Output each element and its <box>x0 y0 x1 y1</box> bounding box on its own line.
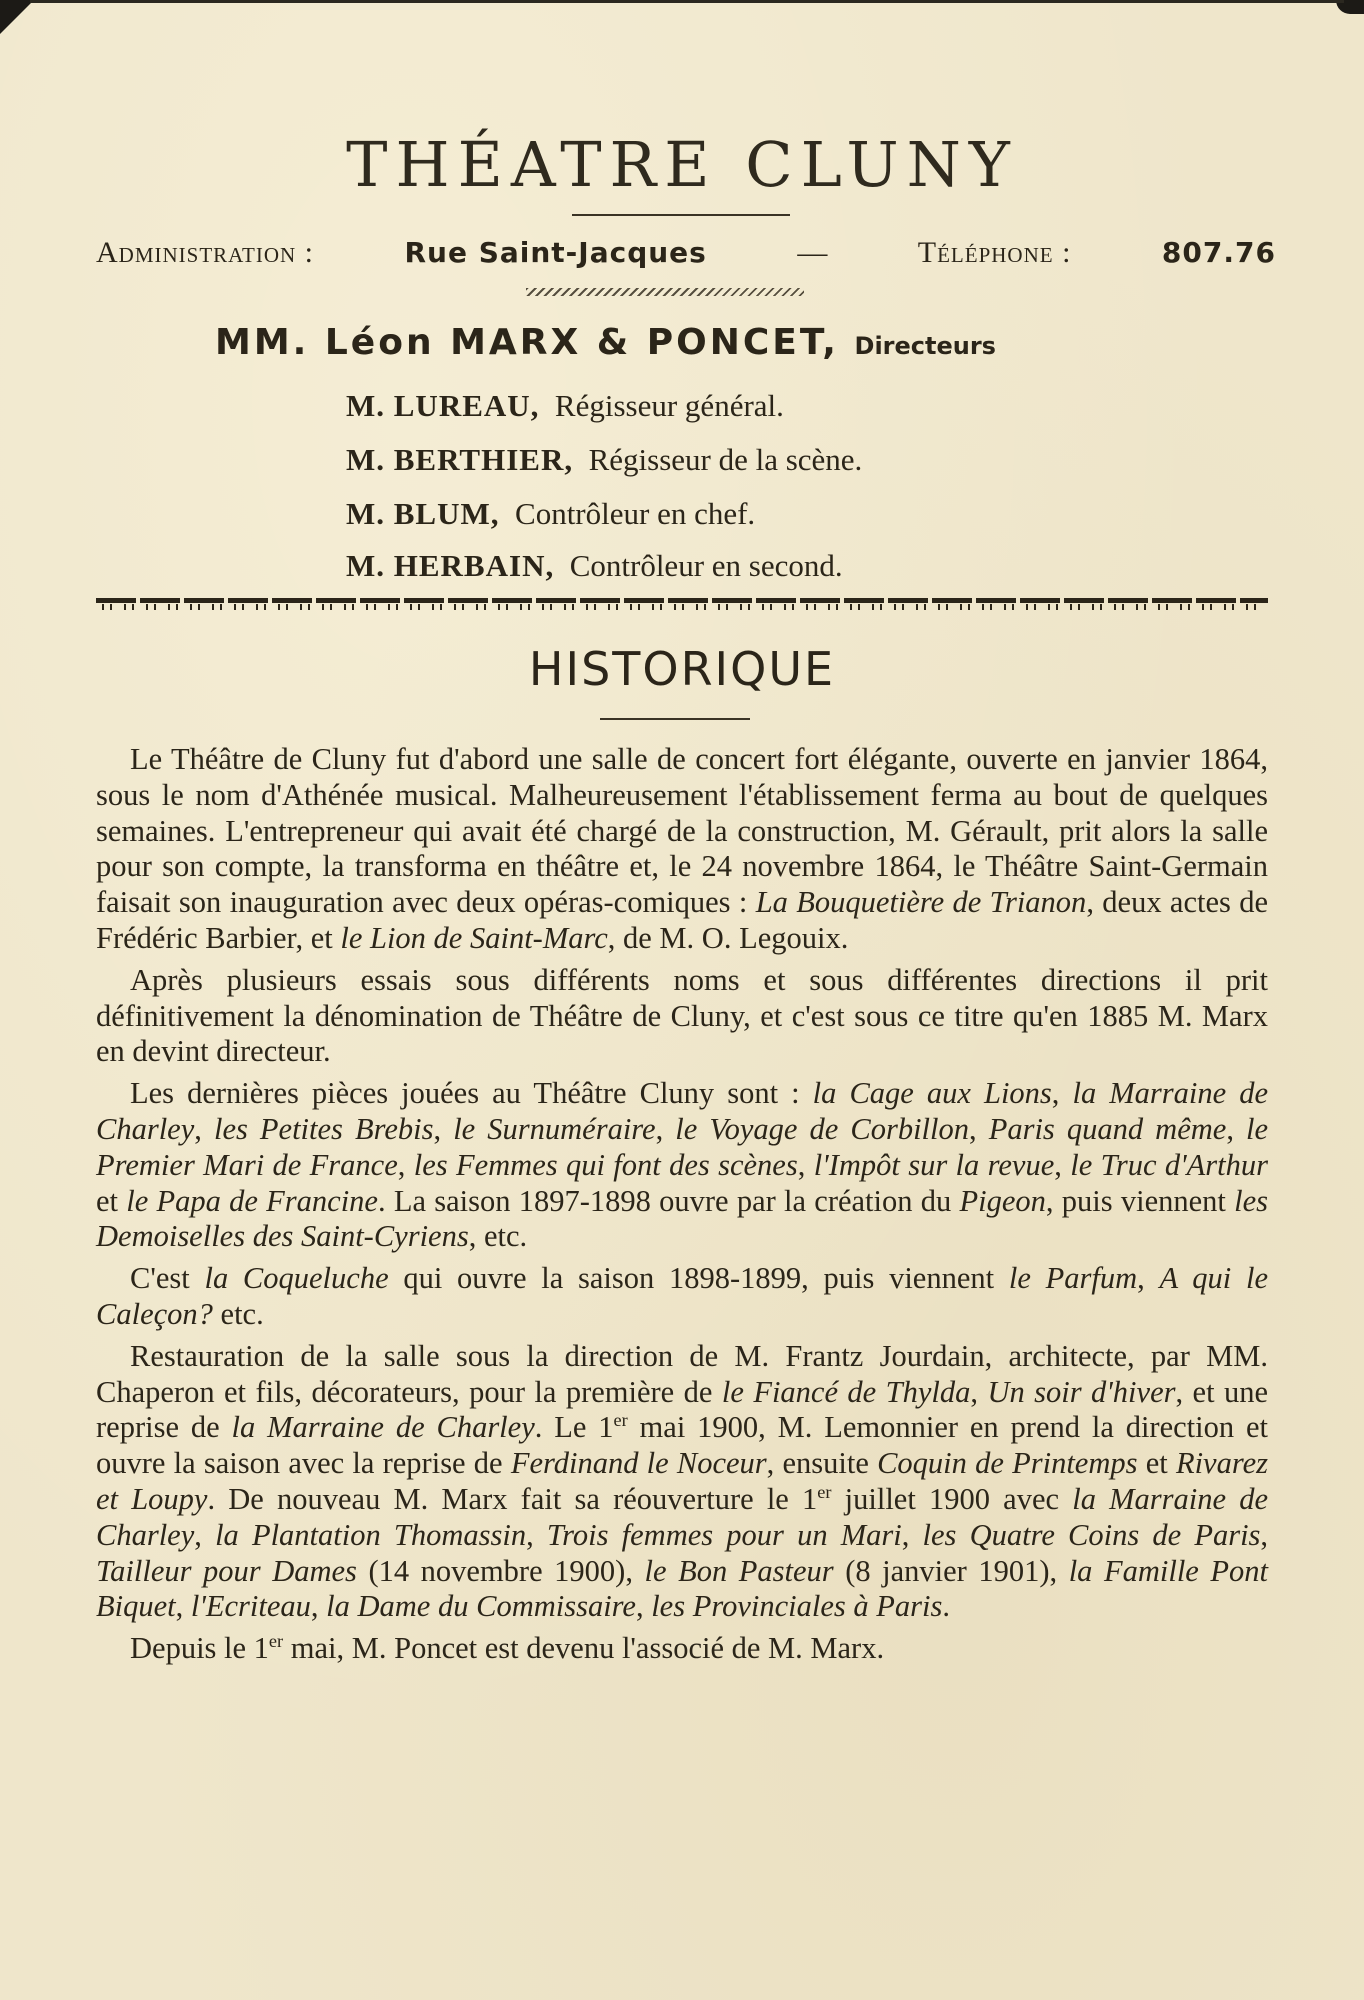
administration-line <box>96 236 1276 270</box>
play-title: le Premier Mari de France <box>96 1111 1269 1182</box>
historique-body <box>96 742 1268 1673</box>
text-run: (14 novembre 1900), <box>356 1553 645 1588</box>
play-title: La Bouquetière de Trianon <box>755 885 1087 920</box>
staff-row <box>346 496 755 532</box>
text-run: juillet 1900 avec <box>831 1481 1073 1516</box>
play-title: Tailleur pour Dames <box>96 1553 357 1588</box>
play-title: la Marraine de Charley <box>96 1076 1269 1146</box>
administration-address: Rue Saint-Jacques <box>404 236 707 269</box>
section-heading: HISTORIQUE <box>528 642 836 696</box>
text-run: , puis viennent <box>1045 1183 1235 1218</box>
administration-label: Administration : <box>96 236 314 269</box>
staff-name: M. BLUM, <box>346 496 500 531</box>
text-run: Les dernières pièces jouées au Théâtre Cluny sont : <box>130 1076 813 1111</box>
text-run: , etc. <box>468 1219 528 1254</box>
play-title: la Famille Pont Biquet <box>96 1553 1268 1624</box>
play-title: la Plantation Thomassin <box>215 1517 527 1552</box>
staff-role: Régisseur général. <box>554 388 784 423</box>
text-run: , <box>797 1147 814 1182</box>
text-run: qui ouvre la saison 1898-1899, puis viennent <box>388 1261 1009 1296</box>
staff-name: M. LUREAU, <box>346 388 540 423</box>
play-title: les Femmes qui font des scènes <box>413 1147 798 1182</box>
text-run: , <box>433 1111 454 1146</box>
play-title: Pigeon <box>959 1183 1046 1218</box>
text-run: Depuis le 1 <box>130 1631 269 1666</box>
historique-paragraph <box>96 1631 1268 1667</box>
text-run: , deux actes de Frédéric Barbier, et <box>96 885 1268 955</box>
text-run: , <box>1137 1261 1160 1296</box>
play-title: le Surnuméraire <box>453 1111 656 1146</box>
text-run: , <box>1260 1517 1269 1552</box>
text-run: mai, M. Poncet est devenu l'associé de M. Marx. <box>283 1631 885 1666</box>
play-title: la Dame du Commissaire <box>326 1589 636 1624</box>
text-run: , ensuite <box>766 1446 878 1481</box>
historique-paragraph <box>96 1339 1268 1625</box>
play-title: la Marraine de Charley <box>96 1481 1269 1552</box>
text-run: , <box>655 1111 676 1146</box>
historique-paragraph <box>96 963 1268 1070</box>
text-run: . <box>942 1589 950 1624</box>
text-run: , <box>1054 1147 1071 1182</box>
directors-role: Directeurs <box>854 332 996 360</box>
text-run: , <box>194 1517 216 1552</box>
ordinal-suffix: er <box>613 1410 628 1431</box>
telephone-label: Téléphone : <box>917 236 1072 269</box>
directors-line <box>215 322 996 363</box>
play-title: les Demoiselles des Saint-Cyriens <box>96 1183 1268 1254</box>
play-title: le Fiancé de Thylda <box>721 1374 971 1409</box>
staff-row <box>346 548 843 584</box>
title-divider <box>572 214 790 216</box>
play-title: Ferdinand le Noceur <box>510 1446 767 1481</box>
staff-role: Contrôleur en second. <box>569 548 843 583</box>
text-run: . La saison 1897-1898 ouvre par la création du <box>377 1183 960 1218</box>
play-title: la Cage aux Lions <box>812 1076 1052 1111</box>
administration-separator: — <box>797 236 828 269</box>
play-title: le Bon Pasteur <box>644 1553 834 1588</box>
text-run: (8 janvier 1901), <box>833 1553 1069 1588</box>
play-title: les Provinciales à Paris <box>651 1589 943 1624</box>
ordinal-suffix: er <box>268 1630 284 1651</box>
text-run: , <box>310 1589 327 1624</box>
staff-name: M. HERBAIN, <box>346 548 555 583</box>
historique-paragraph <box>96 742 1268 957</box>
play-title: Coquin de Printemps <box>877 1446 1138 1481</box>
play-title: Un soir d'hiver <box>987 1374 1176 1409</box>
historique-paragraph <box>96 1076 1268 1255</box>
text-run: C'est <box>130 1261 205 1296</box>
text-run: , <box>969 1111 989 1146</box>
text-run: , et une reprise de <box>96 1374 1269 1445</box>
text-run: mai 1900, M. Lemonnier en prend la direction et ouvre la saison avec la reprise de <box>96 1410 1268 1481</box>
text-run: Le Théâtre de Cluny fut d'abord une salle de concert fort élégante, ouverte en janvier 1864, sous le nom d'Athénée musical. Malheureusement l'établissement ferma au bout de quelques semaines. L'entrepreneur qui avait été chargé de la construction, M. Gérault, prit alors la salle pour son compte, la transforma en théâtre et, le 24 novembre 1864, le Théâtre Saint-Germain faisait son inauguration avec deux opéras-comiques : <box>96 742 1268 920</box>
play-title: le Parfum <box>1008 1261 1138 1296</box>
ordinal-suffix: er <box>817 1481 832 1502</box>
staff-row <box>346 442 862 478</box>
wavy-divider <box>526 288 804 296</box>
text-run: , <box>901 1517 923 1552</box>
heading-divider <box>600 718 750 720</box>
text-run: , de M. O. Legouix. <box>607 920 849 955</box>
staff-row <box>346 388 784 424</box>
play-title: l'Ecriteau <box>190 1589 311 1624</box>
scan-corner-top-left <box>0 0 34 34</box>
text-run: et <box>96 1183 127 1218</box>
staff-role: Contrôleur en chef. <box>515 496 756 531</box>
play-title: la Marraine de Charley <box>231 1410 535 1445</box>
text-run: , <box>397 1147 414 1182</box>
play-title: Paris quand même <box>988 1111 1227 1146</box>
play-title: le Lion de Saint-Marc <box>340 920 608 955</box>
telephone-number: 807.76 <box>1161 236 1276 269</box>
text-run: , <box>194 1111 214 1146</box>
text-run: Restauration de la salle sous la direction de M. Frantz Jourdain, architecte, par MM. Chaperon et fils, décorateurs, pour la première de <box>96 1338 1268 1409</box>
play-title: le Truc d'Arthur <box>1070 1147 1269 1182</box>
text-run: , <box>970 1374 988 1409</box>
text-run: , <box>635 1589 652 1624</box>
play-title: le Papa de Francine <box>126 1183 378 1218</box>
text-run: , <box>526 1517 547 1552</box>
text-run: Après plusieurs essais sous différents noms et sous différentes directions il prit définitivement la dénomination de Théâtre de Cluny, et c'est sous ce titre qu'en 1885 M. Marx en devint directeur. <box>96 962 1268 1069</box>
text-run: . De nouveau M. Marx fait sa réouverture le 1 <box>207 1481 818 1516</box>
text-run: , <box>1226 1111 1247 1146</box>
staff-name: M. BERTHIER, <box>346 442 574 477</box>
play-title: les Quatre Coins de Paris <box>922 1517 1261 1552</box>
text-run: , <box>175 1589 191 1624</box>
play-title: Trois femmes pour un Mari <box>546 1517 902 1552</box>
play-title: la Coqueluche <box>204 1261 389 1296</box>
scan-top-edge <box>30 0 1344 3</box>
page-title: THÉATRE CLUNY <box>346 128 1018 201</box>
text-run: etc. <box>212 1296 264 1331</box>
staff-role: Régisseur de la scène. <box>588 442 863 477</box>
text-run: , <box>1051 1076 1073 1111</box>
text-run: . Le 1 <box>534 1410 614 1445</box>
play-title: A qui le Caleçon? <box>96 1261 1269 1331</box>
text-run: et <box>1137 1446 1176 1481</box>
play-title: le Voyage de Corbillon <box>675 1111 969 1146</box>
play-title: Rivarez et Loupy <box>96 1446 1268 1516</box>
greek-key-border <box>96 598 1268 610</box>
historique-paragraph <box>96 1261 1268 1333</box>
directors-names: MM. Léon MARX & PONCET, <box>215 322 839 363</box>
play-title: les Petites Brebis <box>213 1111 434 1146</box>
play-title: l'Impôt sur la revue <box>813 1147 1055 1182</box>
